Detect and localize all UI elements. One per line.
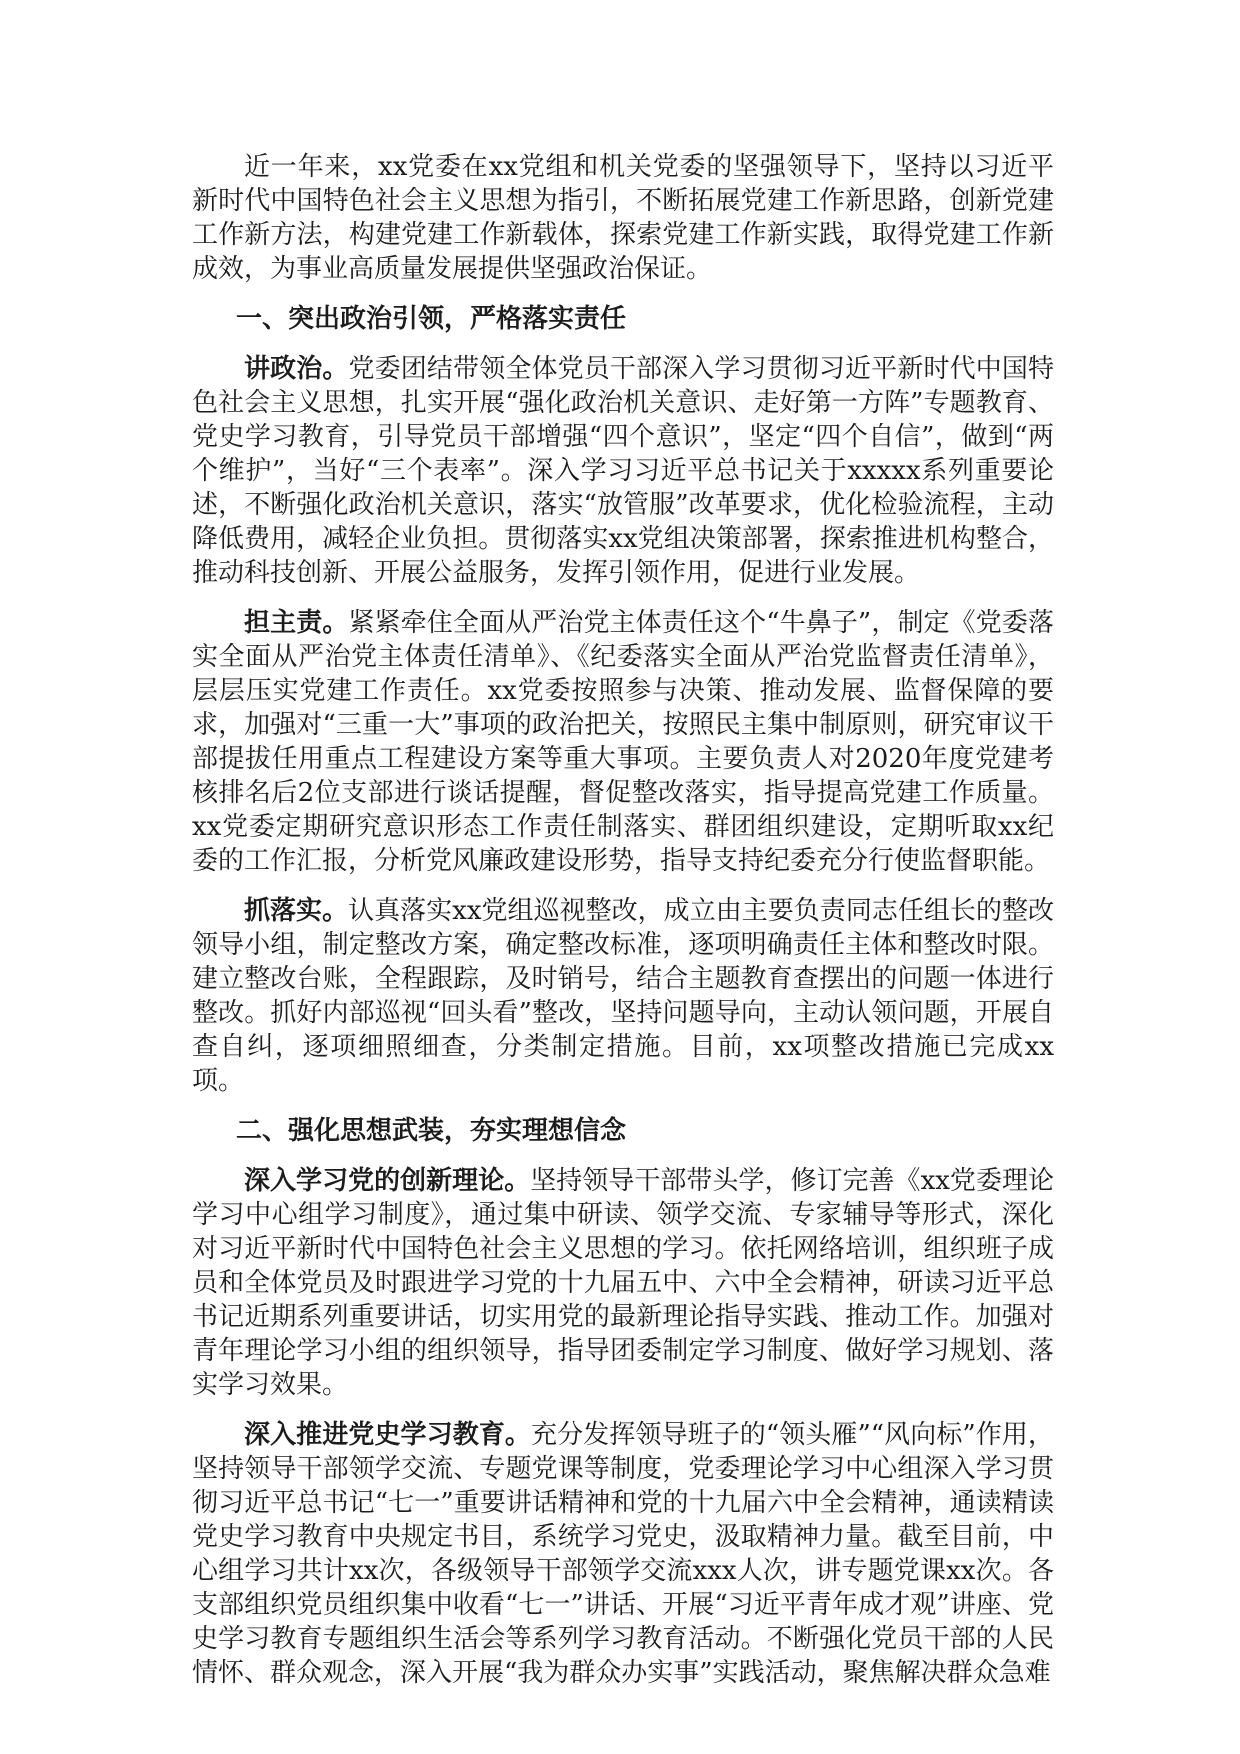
paragraph-text: 紧紧牵住全面从严治党主体责任这个“牛鼻子”，制定《党委落实全面从严治党主体责任清单》、《纪委落实全面从严治党监督责任清单》，层层压实党建工作责任。xx党委按照参与决策、推动发展、监督保障的要求，加强对“三重一大”事项的政治把关，按照民主集中制原则，研究审议干部提拔任用重点工程建设方案等重大事项。主要负责人对2020年度党建考核排名后2位支部进行谈话提醒，督促整改落实，指导提高党建工作质量。xx党委定期研究意识形态工作责任制落实、群团组织建设，定期听取xx纪委的工作汇报，分析党风廉政建设形势，指导支持纪委充分行使监督职能。 bbox=[192, 608, 1054, 876]
paragraph-text: 充分发挥领导班子的“领头雁”“风向标”作用，坚持领导干部领学交流、专题党课等制度，党委理论学习中心组深入学习贯彻习近平总书记“七一”重要讲话精神和党的十九届六中全会精神，通读精读党史学习教育中央规定书目，系统学习党史，汲取精神力量。截至目前，中心组学习共计xx次，各级领导干部领学交流xxx人次，讲专题党课xx次。各支部组织党员组织集中收看“七一”讲话、开展“习近平青年成才观”讲座、党史学习教育专题组织生活会等系列学习教育活动。不断强化党员干部的人民情怀、群众观念，深入开展“我为群众办实事”实践活动，聚焦解决群众急难 bbox=[192, 1420, 1054, 1688]
paragraph-chuangxin-lilun bbox=[192, 1164, 1054, 1402]
document-body bbox=[192, 150, 1054, 1706]
intro-paragraph: 近一年来，xx党委在xx党组和机关党委的坚强领导下，坚持以习近平新时代中国特色社会主义思想为指引，不断拓展党建工作新思路，创新党建工作新方法，构建党建工作新载体，探索党建工作新实践，取得党建工作新成效，为事业高质量发展提供坚强政治保证。 bbox=[192, 152, 1054, 284]
paragraph-lead: 抓落实。 bbox=[244, 896, 349, 926]
paragraph-jiang-zhengzhi bbox=[192, 352, 1054, 590]
paragraph-dan-zhuze bbox=[192, 606, 1054, 878]
paragraph-dangshi-xuexi bbox=[192, 1418, 1054, 1690]
paragraph-lead: 深入推进党史学习教育。 bbox=[244, 1420, 531, 1450]
section-2-heading: 二、强化思想武装，夯实理想信念 bbox=[236, 1116, 627, 1146]
paragraph-text: 认真落实xx党组巡视整改，成立由主要负责同志任组长的整改领导小组，制定整改方案，确定整改标准，逐项明确责任主体和整改时限。建立整改台账，全程跟踪，及时销号，结合主题教育查摆出的问题一体进行整改。抓好内部巡视“回头看”整改，坚持问题导向，主动认领问题，开展自查自纠，逐项细照细查，分类制定措施。目前，xx项整改措施已完成xx项。 bbox=[192, 896, 1054, 1096]
paragraph-text: 党委团结带领全体党员干部深入学习贯彻习近平新时代中国特色社会主义思想，扎实开展“强化政治机关意识、走好第一方阵”专题教育、党史学习教育，引导党员干部增强“四个意识”，坚定“四个自信”，做到“两个维护”，当好“三个表率”。深入学习习近平总书记关于xxxxx系列重要论述，不断强化政治机关意识，落实“放管服”改革要求，优化检验流程，主动降低费用，减轻企业负担。贯彻落实xx党组决策部署，探索推进机构整合，推动科技创新、开展公益服务，发挥引领作用，促进行业发展。 bbox=[192, 354, 1054, 588]
paragraph-lead: 担主责。 bbox=[244, 608, 349, 638]
section-1-heading: 一、突出政治引领，严格落实责任 bbox=[236, 304, 627, 334]
paragraph-zhua-luoshi bbox=[192, 894, 1054, 1098]
paragraph-lead: 深入学习党的创新理论。 bbox=[244, 1166, 531, 1196]
paragraph-text: 坚持领导干部带头学，修订完善《xx党委理论学习中心组学习制度》，通过集中研读、领学交流、专家辅导等形式，深化对习近平新时代中国特色社会主义思想的学习。依托网络培训，组织班子成员和全体党员及时跟进学习党的十九届五中、六中全会精神，研读习近平总书记近期系列重要讲话，切实用党的最新理论指导实践、推动工作。加强对青年理论学习小组的组织领导，指导团委制定学习制度、做好学习规划、落实学习效果。 bbox=[192, 1166, 1054, 1400]
paragraph-lead: 讲政治。 bbox=[244, 354, 349, 384]
